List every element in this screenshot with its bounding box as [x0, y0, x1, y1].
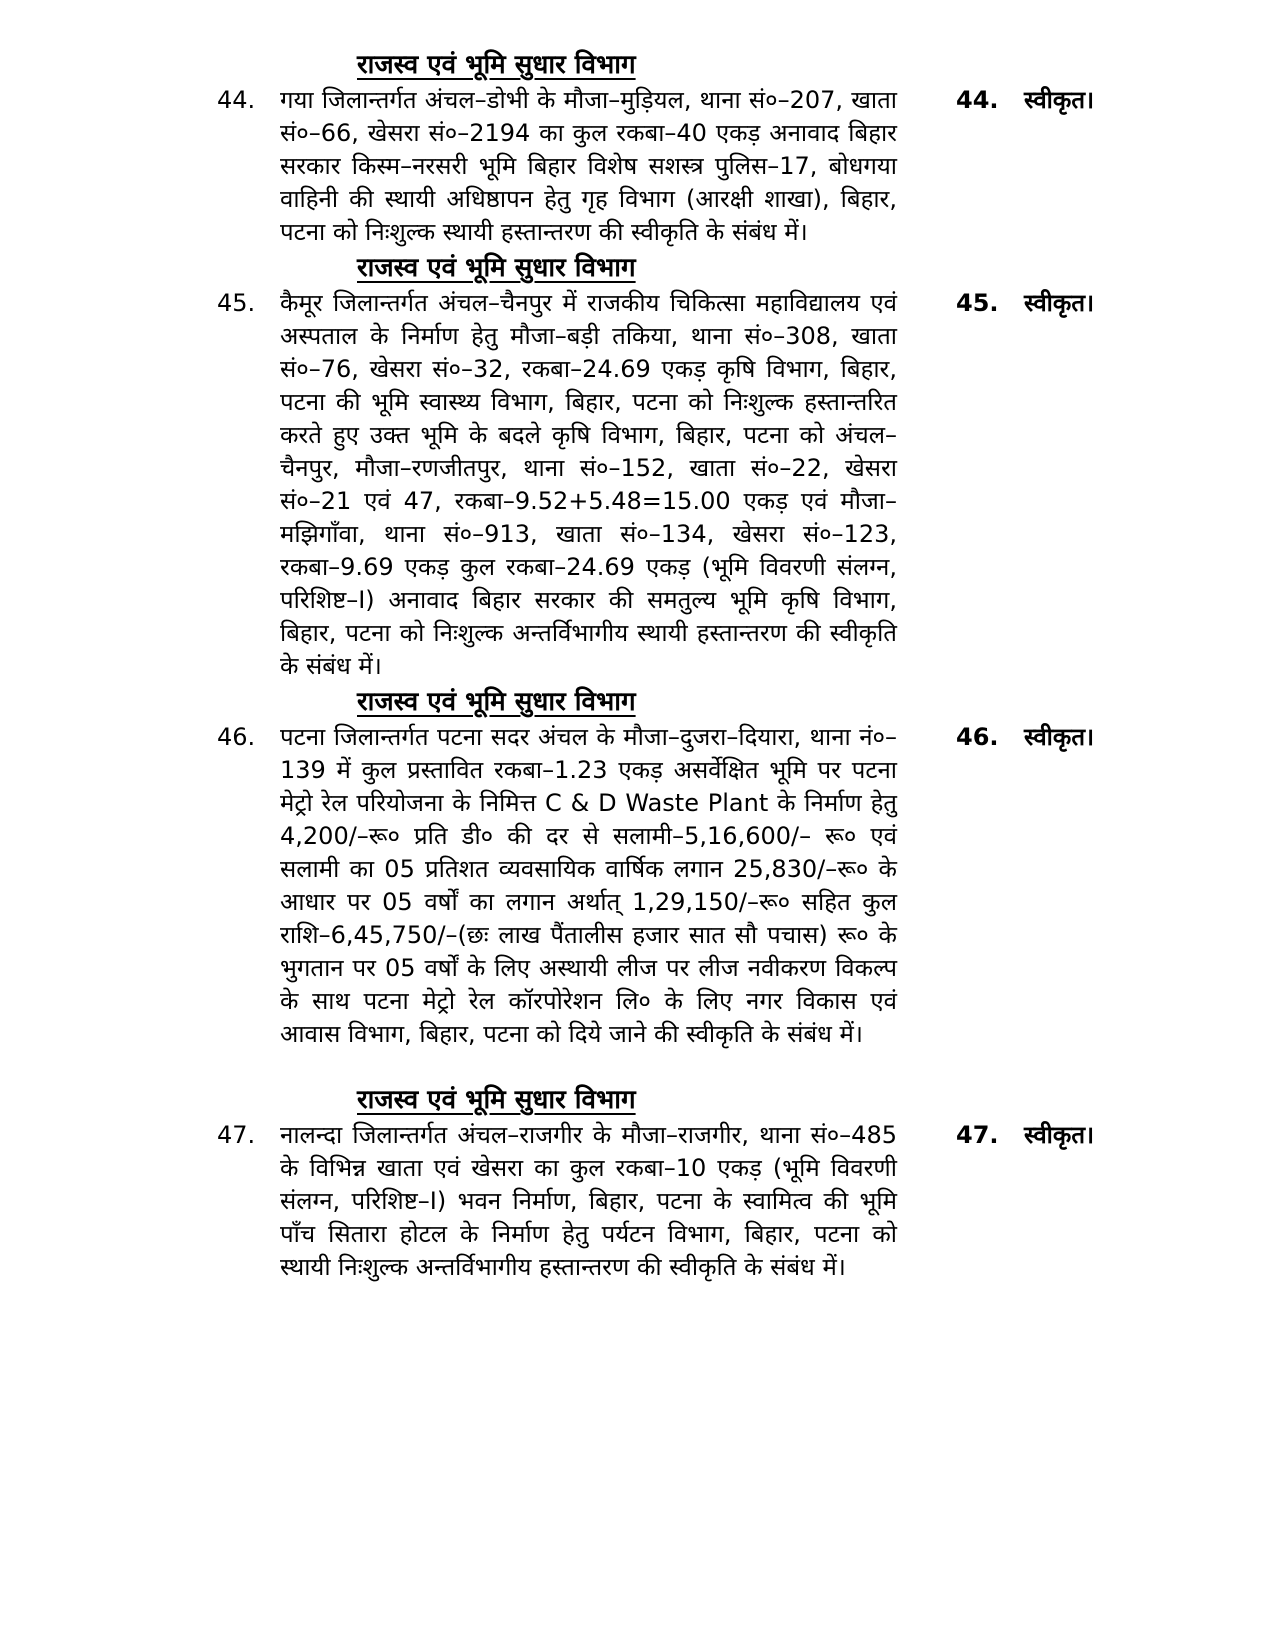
department-heading — [280, 1081, 897, 1119]
department-heading — [280, 249, 897, 287]
department-heading-text: राजस्व एवं भूमि सुधार विभाग — [357, 1085, 636, 1115]
item-number: 46. — [217, 723, 256, 751]
agenda-item-47 — [0, 1081, 1275, 1284]
item-description: कैमूर जिलान्तर्गत अंचल–चैनपुर में राजकीय चिकित्सा महाविद्यालय एवं अस्पताल के निर्माण हेतु मौजा–बड़ी तकिया, थाना सं०–308, खाता सं०–76, खेसरा सं०–32, रकबा–24.69 एकड़ कृषि विभाग, बिहार, पटना की भूमि स्वास्थ्य विभाग, बिहार, पटना को निःशुल्क हस्तान्तरित करते हुए उक्त भूमि के बदले कृषि विभाग, बिहार, पटना को अंचल– चैनपुर, मौजा–रणजीतपुर, थाना सं०–152, खाता सं०–22, खेसरा सं०–21 एवं 47, रकबा–9.52+5.48=15.00 एकड़ एवं मौजा–मझिगाँवा, थाना सं०–913, खाता सं०–134, खेसरा सं०–123, रकबा–9.69 एकड़ कुल रकबा–24.69 एकड़ (भूमि विवरणी संलग्न, परिशिष्ट–I) अनावाद बिहार सरकार की समतुल्य भूमि कृषि विभाग, बिहार, पटना को निःशुल्क अन्तर्विभागीय स्थायी हस्तान्तरण की स्वीकृति के संबंध में। — [280, 289, 897, 680]
department-heading-text: राजस्व एवं भूमि सुधार विभाग — [357, 687, 636, 717]
decision-status: स्वीकृत। — [1024, 1121, 1095, 1149]
agenda-item-45 — [0, 249, 1275, 683]
decision-status: स्वीकृत। — [1024, 86, 1095, 114]
department-heading-text: राजस्व एवं भूमि सुधार विभाग — [357, 50, 636, 80]
decision-item-number: 46. — [956, 723, 999, 751]
item-number: 45. — [217, 289, 256, 317]
department-heading-text: राजस्व एवं भूमि सुधार विभाग — [357, 253, 636, 283]
item-description: गया जिलान्तर्गत अंचल–डोभी के मौजा–मुड़ियल, थाना सं०–207, खाता सं०–66, खेसरा सं०–2194 का कुल रकबा–40 एकड़ अनावाद बिहार सरकार किस्म–नरसरी भूमि बिहार विशेष सशस्त्र पुलिस–17, बोधगया वाहिनी की स्थायी अधिष्ठापन हेतु गृह विभाग (आरक्षी शाखा), बिहार, पटना को निःशुल्क स्थायी हस्तान्तरण की स्वीकृति के संबंध में। — [280, 86, 897, 246]
item-number: 44. — [217, 86, 256, 114]
decision-status: स्वीकृत। — [1024, 289, 1095, 317]
department-heading — [280, 683, 897, 721]
department-heading — [280, 46, 897, 84]
decision-item-number: 45. — [956, 289, 999, 317]
agenda-item-46 — [0, 683, 1275, 1051]
item-description: नालन्दा जिलान्तर्गत अंचल–राजगीर के मौजा–राजगीर, थाना सं०–485 के विभिन्न खाता एवं खेसरा का कुल रकबा–10 एकड़ (भूमि विवरणी संलग्न, परिशिष्ट–I) भवन निर्माण, बिहार, पटना के स्वामित्व की भूमि पाँच सितारा होटल के निर्माण हेतु पर्यटन विभाग, बिहार, पटना को स्थायी निःशुल्क अन्तर्विभागीय हस्तान्तरण की स्वीकृति के संबंध में। — [280, 1121, 897, 1281]
decision-status: स्वीकृत। — [1024, 723, 1095, 751]
agenda-item-44 — [0, 46, 1275, 249]
decision-item-number: 47. — [956, 1121, 999, 1149]
item-number: 47. — [217, 1121, 256, 1149]
item-description: पटना जिलान्तर्गत पटना सदर अंचल के मौजा–दुजरा–दियारा, थाना नं०–139 में कुल प्रस्तावित रकबा–1.23 एकड़ असर्वेक्षित भूमि पर पटना मेट्रो रेल परियोजना के निमित्त C & D Waste Plant के निर्माण हेतु 4,200/–रू० प्रति डी० की दर से सलामी–5,16,600/– रू० एवं सलामी का 05 प्रतिशत व्यवसायिक वार्षिक लगान 25,830/–रू० के आधार पर 05 वर्षों का लगान अर्थात् 1,29,150/–रू० सहित कुल राशि–6,45,750/–(छः लाख पैंतालीस हजार सात सौ पचास) रू० के भुगतान पर 05 वर्षों के लिए अस्थायी लीज पर लीज नवीकरण विकल्प के साथ पटना मेट्रो रेल कॉरपोरेशन लि० के लिए नगर विकास एवं आवास विभाग, बिहार, पटना को दिये जाने की स्वीकृति के संबंध में। — [280, 723, 897, 1048]
decision-item-number: 44. — [956, 86, 999, 114]
